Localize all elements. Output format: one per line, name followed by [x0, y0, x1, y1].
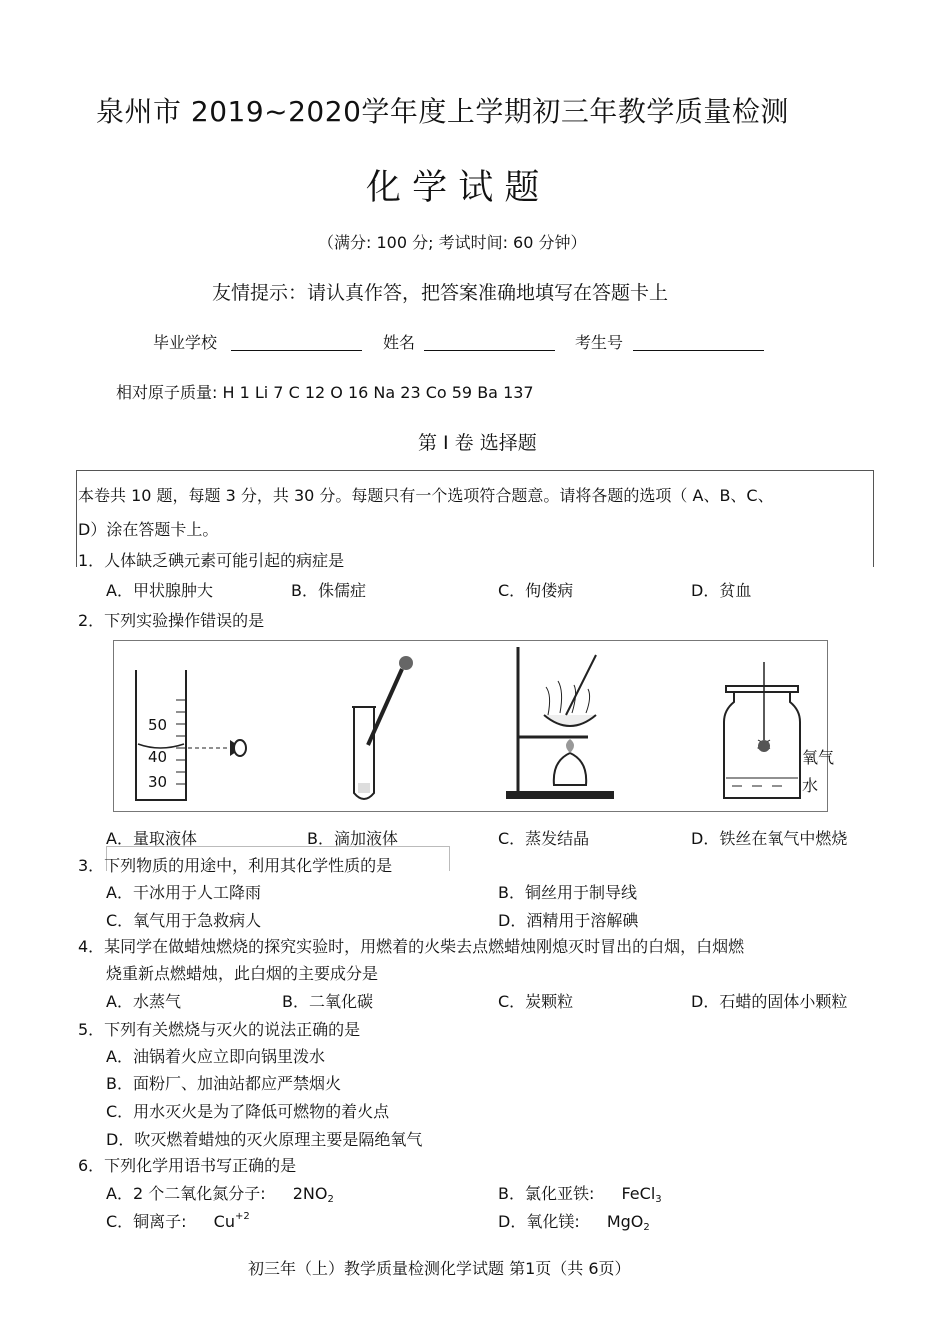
q2-stem: 2．下列实验操作错误的是 — [78, 611, 265, 630]
q6-option-a — [106, 1181, 334, 1205]
q4-stem-line1: 4．某同学在做蜡烛燃烧的探究实验时，用燃着的火柴去点燃蜡烛刚熄灭时冒出的白烟，白烟燃 — [78, 937, 745, 956]
q2-option-c: C．蒸发结晶 — [498, 829, 590, 848]
exam-title: 泉州市 2019~2020学年度上学期初三年教学质量检测 — [96, 95, 789, 128]
school-label: 毕业学校 — [153, 333, 218, 352]
q6-c-formula: $Cu^{+2}$ — [213, 1211, 250, 1231]
label-water: 水 — [802, 776, 819, 795]
cylinder-mark-50: 50 — [148, 716, 168, 734]
q3-option-a: A．干冰用于人工降雨 — [106, 883, 261, 902]
q4-option-c: C．炭颗粒 — [498, 992, 574, 1011]
q6-b-text: B．氯化亚铁: — [498, 1184, 595, 1203]
q5-option-d: D．吹灭燃着蜡烛的灭火原理主要是隔绝氧气 — [106, 1130, 423, 1149]
q1-option-a: A．甲状腺肿大 — [106, 581, 213, 600]
instructions-line1: 本卷共 10 题，每题 3 分，共 30 分。每题只有一个选项符合题意。请将各题的选项（ A、B、C、 — [78, 486, 774, 505]
cylinder-mark-30: 30 — [148, 773, 168, 791]
section-title: 第 I 卷 选择题 — [418, 432, 537, 454]
q3-option-b: B．铜丝用于制导线 — [498, 883, 637, 902]
atomic-mass: 相对原子质量: H 1 Li 7 C 12 O 16 Na 23 Co 59 Ba 137 — [116, 383, 534, 402]
dropper-test-tube-figure — [340, 655, 420, 805]
q2-option-a: A．量取液体 — [106, 829, 197, 848]
q6-option-c — [106, 1209, 250, 1232]
q4-stem-line2: 烧重新点燃蜡烛，此白烟的主要成分是 — [106, 964, 379, 983]
q6-d-formula: MgO$_2$ — [606, 1212, 650, 1233]
cylinder-mark-40: 40 — [148, 748, 168, 766]
q5-option-c: C．用水灭火是为了降低可燃物的着火点 — [106, 1102, 390, 1121]
q6-a-formula: $2NO_2$ — [292, 1184, 334, 1205]
q2-option-d: D．铁丝在氧气中燃烧 — [691, 829, 848, 848]
instructions-line2: D）涂在答题卡上。 — [78, 520, 219, 539]
q6-a-text: A．2 个二氧化氮分子: — [106, 1184, 266, 1203]
q4-option-d: D．石蜡的固体小颗粒 — [691, 992, 848, 1011]
exam-no-label: 考生号 — [575, 333, 624, 352]
q4-option-a: A．水蒸气 — [106, 992, 181, 1011]
q5-option-b: B．面粉厂、加油站都应严禁烟火 — [106, 1074, 341, 1093]
q3-stem: 3．下列物质的用途中，利用其化学性质的是 — [78, 856, 393, 875]
q5-stem: 5．下列有关燃烧与灭火的说法正确的是 — [78, 1020, 361, 1039]
q6-b-formula: FeCl$_3$ — [621, 1184, 662, 1205]
page-footer: 初三年（上）教学质量检测化学试题 第1页（共 6页） — [248, 1259, 631, 1278]
name-blank — [424, 350, 555, 351]
q6-c-text: C．铜离子: — [106, 1212, 187, 1231]
q2-option-b: B．滴加液体 — [307, 829, 398, 848]
evaporation-setup-figure — [500, 645, 620, 805]
exam-no-blank — [633, 350, 764, 351]
iron-wire-combustion-figure — [722, 660, 802, 805]
friendly-tip: 友情提示：请认真作答，把答案准确地填写在答题卡上 — [212, 282, 669, 304]
q6-d-text: D．氧化镁: — [498, 1212, 580, 1231]
q3-option-d: D．酒精用于溶解碘 — [498, 911, 639, 930]
school-blank — [231, 350, 362, 351]
exam-meta: （满分: 100 分; 考试时间: 60 分钟） — [318, 233, 587, 252]
q1-stem: 1．人体缺乏碘元素可能引起的病症是 — [78, 551, 345, 570]
subject-title: 化 学 试 题 — [366, 168, 540, 208]
q6-option-b — [498, 1181, 662, 1205]
q6-stem: 6．下列化学用语书写正确的是 — [78, 1156, 297, 1175]
q1-option-c: C．佝偻病 — [498, 581, 574, 600]
label-oxygen: 氧气 — [802, 748, 835, 767]
q5-option-a: A．油锅着火应立即向锅里泼水 — [106, 1047, 325, 1066]
name-label: 姓名 — [383, 333, 416, 352]
q1-option-b: B．侏儒症 — [291, 581, 366, 600]
q1-option-d: D．贫血 — [691, 581, 752, 600]
q4-option-b: B．二氧化碳 — [282, 992, 373, 1011]
q6-option-d — [498, 1209, 650, 1233]
q3-option-c: C．氧气用于急救病人 — [106, 911, 262, 930]
